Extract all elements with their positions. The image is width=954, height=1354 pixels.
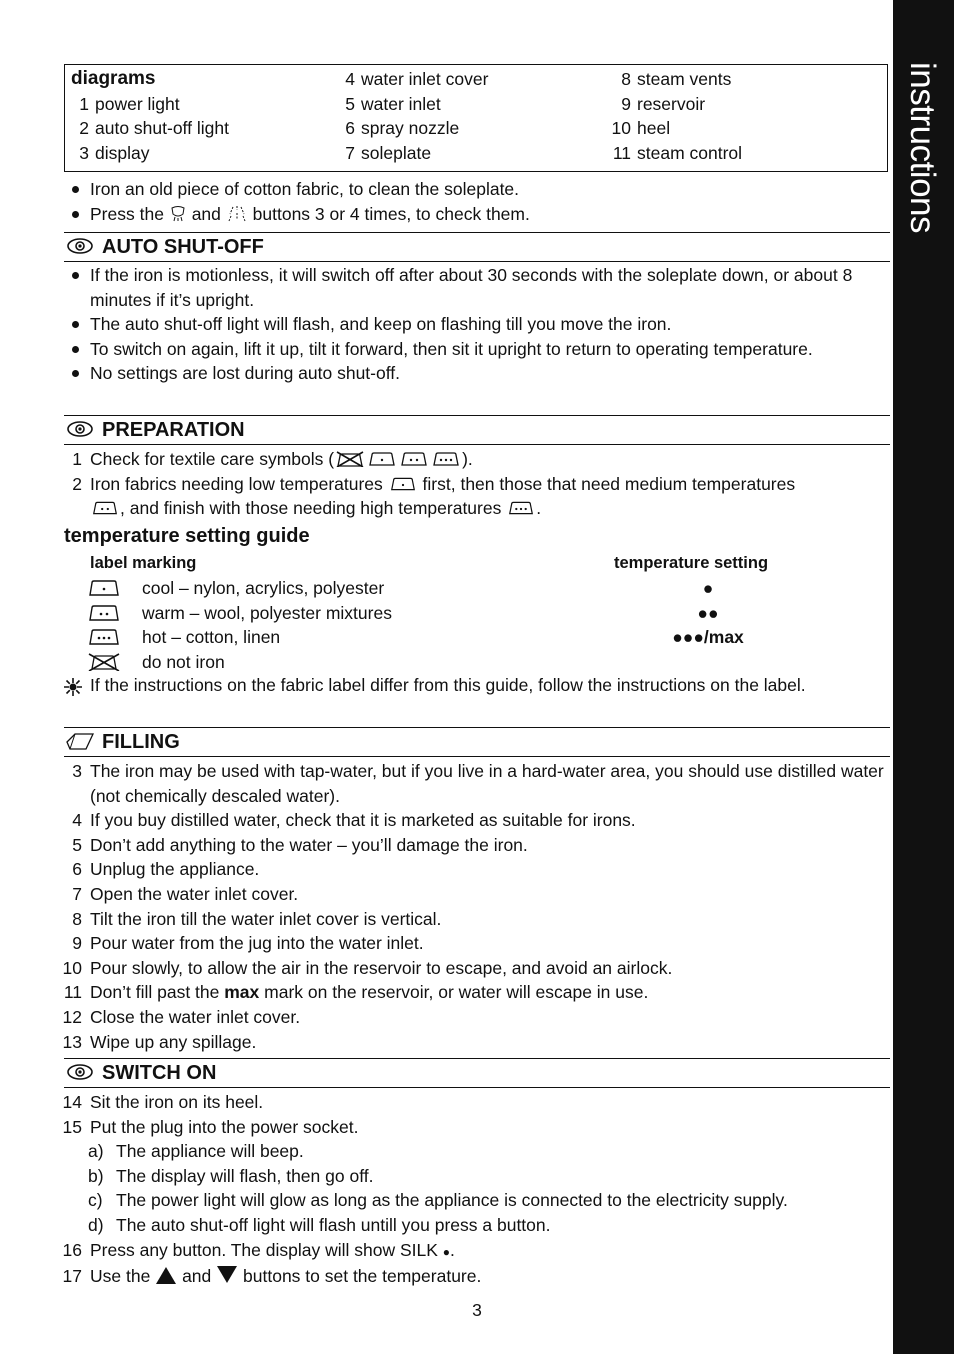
intro-bullets bbox=[64, 177, 890, 226]
list-item: 9 Pour water from the jug into the water inlet. bbox=[72, 933, 424, 954]
list-item: 7 Open the water inlet cover. bbox=[72, 883, 299, 904]
section-header-auto-shut-off bbox=[64, 232, 890, 262]
list-item: d) The auto shut-off light will flash untill you press a button. bbox=[88, 1214, 551, 1235]
temperature-guide-title: temperature setting guide bbox=[64, 525, 310, 547]
list-item: 3 The iron may be used with tap-water, but if you live in a hard-water area, you should use distilled water (not chemically descaled water). bbox=[72, 761, 884, 806]
silk-dot: ● bbox=[442, 1244, 451, 1259]
eye-icon bbox=[66, 236, 94, 256]
section-title: FILLING bbox=[102, 731, 180, 753]
spray-button-icon bbox=[226, 204, 248, 222]
iron-two-dot-icon bbox=[90, 500, 120, 516]
eye-icon bbox=[66, 419, 94, 439]
section-title: PREPARATION bbox=[102, 419, 245, 441]
diagram-item: 5 water inlet bbox=[345, 93, 441, 114]
diagrams-col-2 bbox=[345, 67, 488, 165]
iron-two-dot-icon bbox=[398, 451, 430, 467]
iron-three-dot-icon bbox=[430, 451, 462, 467]
list-item: 10 Pour slowly, to allow the air in the reservoir to escape, and avoid an airlock. bbox=[62, 957, 673, 978]
list-item: 15 Put the plug into the power socket. bbox=[62, 1116, 359, 1137]
section-header-switch-on bbox=[64, 1058, 890, 1088]
down-arrow-button-icon bbox=[216, 1266, 238, 1284]
diagram-item: 8 steam vents bbox=[621, 69, 732, 89]
list-item: Press the and buttons 3 or 4 times, to check them. bbox=[64, 202, 890, 227]
list-item: b) The display will flash, then go off. bbox=[88, 1165, 374, 1186]
list-item: 13 Wipe up any spillage. bbox=[62, 1031, 257, 1052]
list-item: 16 Press any button. The display will show SILK ●. bbox=[62, 1239, 455, 1260]
diagram-item: 7 soleplate bbox=[345, 142, 432, 163]
list-item: No settings are lost during auto shut-off. bbox=[64, 361, 890, 386]
list-item: 8 Tilt the iron till the water inlet cover is vertical. bbox=[72, 908, 442, 929]
guide-col-temperature-setting: temperature setting bbox=[614, 554, 769, 572]
iron-one-dot-icon bbox=[366, 451, 398, 467]
note-item: If the instructions on the fabric label differ from this guide, follow the instructions on the label. bbox=[64, 673, 890, 698]
list-item: 12 Close the water inlet cover. bbox=[62, 1006, 301, 1027]
guide-row: cool – nylon, acrylics, polyester ● bbox=[88, 576, 888, 601]
section-title: AUTO SHUT-OFF bbox=[102, 236, 264, 258]
diagrams-legend-box bbox=[64, 64, 888, 172]
list-item: 2 Iron fabrics needing low temperatures first, then those that need medium temperatures , and finish with those needing high temperatures . bbox=[72, 473, 796, 519]
list-item: 17 Use the and buttons to set the temperature. bbox=[62, 1266, 482, 1287]
guide-row: warm – wool, polyester mixtures ●● bbox=[88, 601, 888, 626]
list-item: The auto shut-off light will flash, and keep on flashing till you move the iron. bbox=[64, 312, 890, 337]
list-item: If the iron is motionless, it will switch off after about 30 seconds with the soleplate down, or about 8 minutes if it’s upright. bbox=[64, 263, 890, 312]
list-item: c) The power light will glow as long as the appliance is connected to the electricity supply. bbox=[88, 1190, 788, 1211]
side-tab-label: instructions bbox=[903, 62, 942, 234]
guide-note bbox=[64, 673, 890, 698]
list-item: To switch on again, lift it up, tilt it forward, then sit it upright to return to operating temperature. bbox=[64, 337, 890, 362]
filling-steps bbox=[64, 759, 890, 1054]
sun-icon bbox=[64, 678, 82, 696]
list-item: 14 Sit the iron on its heel. bbox=[62, 1092, 264, 1112]
steam-burst-button-icon bbox=[169, 204, 187, 222]
guide-col-label-marking: label marking bbox=[90, 554, 197, 572]
guide-row: hot – cotton, linen ●●●/max bbox=[88, 625, 888, 650]
diagrams-title: diagrams bbox=[71, 68, 156, 89]
section-title: SWITCH ON bbox=[102, 1062, 217, 1084]
list-item: a) The appliance will beep. bbox=[88, 1141, 304, 1162]
up-arrow-button-icon bbox=[155, 1266, 177, 1284]
diagrams-col-1 bbox=[71, 67, 229, 165]
section-side-tab bbox=[893, 0, 954, 1354]
diagram-item: 9 reservoir bbox=[621, 93, 706, 114]
preparation-steps bbox=[64, 447, 890, 521]
eye-icon bbox=[66, 1062, 94, 1082]
page-number: 3 bbox=[472, 1300, 482, 1320]
diagram-item: 11 steam control bbox=[612, 142, 743, 163]
list-item: Iron an old piece of cotton fabric, to clean the soleplate. bbox=[64, 177, 890, 202]
list-item: 4 If you buy distilled water, check that it is marketed as suitable for irons. bbox=[72, 810, 636, 831]
auto-shut-off-list bbox=[64, 263, 890, 386]
diagram-item: 4 water inlet cover bbox=[345, 69, 489, 89]
do-not-iron-icon bbox=[334, 451, 366, 467]
diagrams-col-3 bbox=[609, 67, 742, 165]
list-item: 11 Don’t fill past the max mark on the reservoir, or water will escape in use. bbox=[63, 982, 649, 1003]
iron-three-dot-icon bbox=[88, 628, 120, 646]
section-header-filling bbox=[64, 727, 890, 757]
iron-one-dot-icon bbox=[388, 476, 418, 492]
guide-row: do not iron bbox=[88, 650, 888, 675]
list-item: 5 Don’t add anything to the water – you’ll damage the iron. bbox=[72, 834, 528, 855]
diagram-item: 2 auto shut-off light bbox=[79, 118, 229, 138]
diagram-item: 6 spray nozzle bbox=[345, 118, 460, 138]
diagram-item: 3 display bbox=[79, 142, 150, 163]
jug-icon bbox=[66, 731, 94, 751]
switch-on-steps bbox=[64, 1090, 890, 1289]
diagram-item: 10 heel bbox=[611, 118, 671, 138]
iron-one-dot-icon bbox=[88, 579, 120, 597]
iron-three-dot-icon bbox=[506, 500, 536, 516]
diagram-item: 1 power light bbox=[79, 93, 180, 114]
section-header-preparation bbox=[64, 415, 890, 445]
do-not-iron-icon bbox=[88, 653, 120, 671]
list-item: 6 Unplug the appliance. bbox=[72, 859, 260, 880]
list-item: 1 Check for textile care symbols ( ). bbox=[72, 449, 473, 469]
iron-two-dot-icon bbox=[88, 604, 120, 622]
